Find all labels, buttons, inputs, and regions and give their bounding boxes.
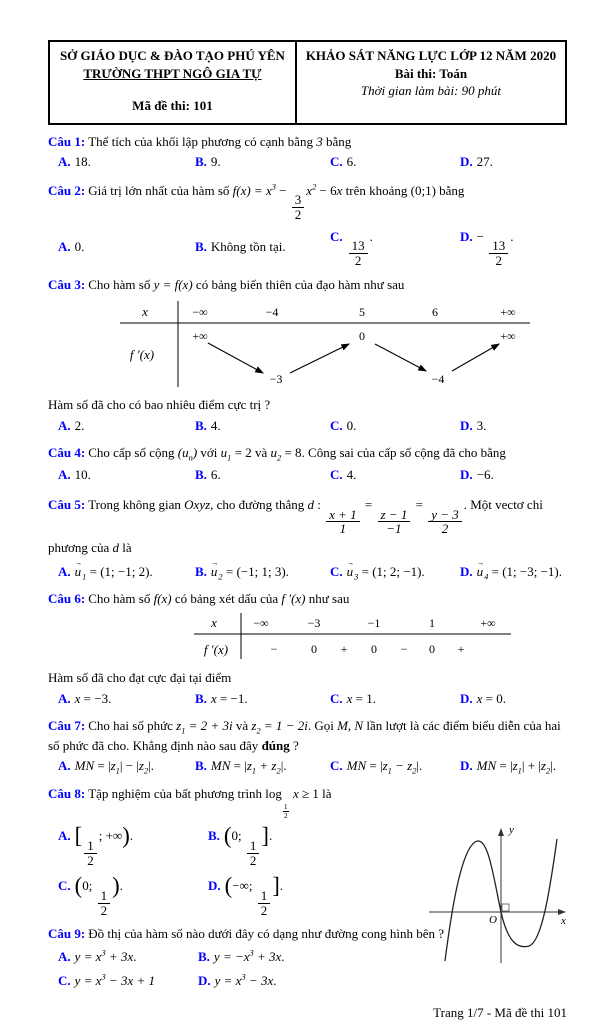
question-4-options — [48, 466, 567, 485]
option-a: A. 10. — [58, 466, 91, 482]
header-right — [297, 42, 565, 123]
option-b: B. x = −1. — [195, 690, 248, 706]
question-3-options — [48, 417, 567, 436]
sign-table-figure — [186, 611, 567, 667]
question-9-text: Câu 9: Đồ thị của hàm số nào dưới đây có dạng như đường cong hình bên ? — [48, 926, 445, 942]
question-6-options — [48, 690, 567, 709]
sign-row1-label: x — [211, 615, 217, 631]
graph-y-label: y — [509, 824, 514, 837]
exam-duration: Thời gian làm bài: 90 phút — [360, 83, 502, 99]
variation-table — [100, 299, 532, 389]
sign-value: 0 — [311, 642, 317, 657]
bbt-value: −3 — [269, 371, 283, 386]
bbt-value: +∞ — [192, 328, 208, 343]
option-d: D. MN = $|z_1| + |z_2|$. — [460, 758, 557, 776]
option-a: A. 18. — [58, 154, 91, 170]
question-6 — [48, 590, 567, 708]
question-3 — [48, 276, 567, 436]
option-c: C. MN = $|z_1 - z_2|$. — [330, 758, 423, 776]
exam-header — [48, 40, 567, 125]
question-7-label: Câu 7: — [48, 717, 86, 733]
option-d: D. $y = x^3 - 3x$. — [198, 971, 277, 988]
option-c: C. 0. — [330, 418, 357, 434]
exam-code: Mã đề thi: 101 — [132, 98, 213, 114]
question-3-text: Câu 3: Cho hàm số y = f(x) có bảng biến thiên của đạo hàm như sau — [48, 276, 405, 292]
bbt-x-value: 6 — [432, 304, 438, 319]
option-c: C. $y = x^3 - 3x + 1$ — [58, 971, 155, 988]
question-3-label: Câu 3: — [48, 276, 86, 292]
option-b: B. (0; $\frac{1}{2}$ ]. — [208, 823, 273, 868]
question-5-label: Câu 5: — [48, 496, 86, 512]
option-c: C. x = 1. — [330, 690, 377, 706]
option-a: A. x = −3. — [58, 690, 112, 706]
question-2 — [48, 180, 567, 267]
option-b: B. MN = $|z_1 + z_2|$. — [195, 758, 287, 776]
sign-row2-label: f ′(x) — [203, 642, 229, 658]
bbt-x-value: 5 — [359, 304, 365, 319]
bbt-row2-label: f ′(x) — [129, 346, 155, 362]
option-c: C. $\frac{13}{2}$ . — [330, 228, 373, 269]
option-a: A. [ $\frac{1}{2}$ ; +∞). — [58, 823, 134, 868]
question-2-text: Câu 2: Giá trị lớn nhất của hàm số $f(x) = x^3$ − $\frac{3}{2}$ $x^2 - 6x$ trên khoảng (0;1) bằng — [48, 181, 465, 223]
graph-x-label: x — [561, 915, 566, 928]
question-4-label: Câu 4: — [48, 445, 86, 461]
sign-table — [186, 611, 516, 661]
question-1 — [48, 133, 567, 173]
question-1-label: Câu 1: — [48, 133, 86, 149]
option-c: C. (0; $\frac{1}{2}$ ). — [58, 873, 123, 918]
sign-value: + — [457, 642, 465, 657]
question-5-options — [48, 563, 567, 583]
cubic-graph-figure — [423, 817, 575, 973]
option-a: A. $y = x^3 + 3x$. — [58, 947, 137, 964]
question-8-9-block — [48, 785, 567, 990]
page-footer: Trang 1/7 - Mã đề thi 101 — [433, 1004, 567, 1020]
question-6-text: Câu 6: Cho hàm số f(x) có bảng xét dấu của f ′(x) như sau — [48, 591, 350, 607]
exam-subject: Bài thi: Toán — [394, 65, 468, 81]
question-8-label: Câu 8: — [48, 786, 86, 802]
option-b: B. → $u_2 = (-1$; 1; 3). — [195, 563, 330, 583]
sign-value: + — [340, 642, 348, 657]
sign-x-value: 1 — [429, 616, 435, 631]
option-d: D. 27. — [460, 154, 493, 170]
question-1-text: Câu 1: Thể tích của khối lập phương có cạnh bằng 3 bằng — [48, 133, 352, 149]
bbt-value: 0 — [359, 328, 365, 343]
option-d: D. → $u_4 = (1$; −3; −1). — [460, 563, 567, 583]
variation-table-figure — [100, 299, 567, 395]
sign-x-value: −1 — [367, 616, 381, 631]
sign-value: − — [270, 642, 278, 657]
option-c: C. → $u_3 = (1$; 2; −1). — [330, 563, 460, 583]
question-5-text: Câu 5: Trong không gian Oxyz, cho đường thẳng d : $\frac{x + 1}{1}$ = $\frac{z - 1}{-1}$ = $\frac{y - 3}{2}$ . Một vectơ chỉ phương của d là — [48, 496, 543, 555]
sign-x-value: −3 — [307, 616, 321, 631]
question-7-text: Câu 7: Cho hai số phức $z_1 = 2 + 3i$ và $z_2 = 1 - 2i$. Gọi M, N lần lượt là các điểm biểu diễn của hai số phức đã cho. Khẳng định nào sau đây đúng ? — [48, 717, 561, 753]
header-left — [50, 42, 297, 123]
option-b: B. 6. — [195, 466, 221, 482]
bbt-x-value: +∞ — [500, 304, 516, 319]
question-6-label: Câu 6: — [48, 591, 86, 607]
question-9-label: Câu 9: — [48, 926, 86, 942]
option-c: C. 4. — [330, 466, 357, 482]
option-d: D. − $\frac{13}{2}$ . — [460, 228, 514, 269]
question-6-subtext: Hàm số đã cho đạt cực đại tại điểm — [48, 670, 232, 686]
question-1-options — [48, 153, 567, 172]
exam-title: KHẢO SÁT NĂNG LỰC LỚP 12 NĂM 2020 — [305, 48, 557, 63]
option-b: B. 9. — [195, 154, 221, 170]
option-d: D. 3. — [460, 418, 487, 434]
department-name: SỞ GIÁO DỤC & ĐÀO TẠO PHÚ YÊN — [59, 48, 285, 63]
option-d: D. −6. — [460, 466, 494, 482]
question-9-options — [48, 946, 428, 990]
cubic-graph — [423, 817, 575, 969]
bbt-value: +∞ — [500, 328, 516, 343]
option-b: B. Không tồn tại. — [195, 239, 286, 255]
question-5 — [48, 493, 567, 583]
question-2-options — [48, 228, 567, 268]
question-4 — [48, 444, 567, 485]
option-b: B. 4. — [195, 418, 221, 434]
option-d: D. (−∞; $\frac{1}{2}$ ]. — [208, 873, 284, 918]
sign-value: 0 — [429, 642, 435, 657]
option-a: A. 0. — [58, 239, 85, 255]
option-a: A. MN = $|z_1| - |z_2|$. — [58, 758, 155, 776]
question-2-label: Câu 2: — [48, 182, 86, 198]
option-d: D. x = 0. — [460, 690, 507, 706]
option-b: B. $y = -x^3 + 3x$. — [198, 947, 285, 964]
question-4-text: Câu 4: Cho cấp số cộng $(u_n)$ với $u_1 = 2$ và $u_2 = 8$. Công sai của cấp số cộng đã cho bằng — [48, 445, 506, 463]
bbt-row1-label: x — [142, 303, 148, 319]
sign-x-value: +∞ — [480, 616, 496, 631]
question-8-options — [48, 823, 428, 918]
question-3-subtext: Hàm số đã cho có bao nhiêu điểm cực trị ? — [48, 397, 271, 413]
graph-origin-label: O — [489, 914, 497, 927]
bbt-x-value: −4 — [265, 304, 279, 319]
option-c: C. 6. — [330, 154, 357, 170]
bbt-x-value: −∞ — [192, 304, 208, 319]
question-7 — [48, 717, 567, 778]
bbt-value: −4 — [431, 371, 445, 386]
sign-value: 0 — [371, 642, 377, 657]
school-name: TRƯỜNG THPT NGÔ GIA TỰ — [83, 65, 262, 81]
sign-x-value: −∞ — [253, 616, 269, 631]
option-a: A. 2. — [58, 418, 85, 434]
sign-value: − — [400, 642, 408, 657]
question-7-options — [48, 757, 567, 777]
question-8-text: Câu 8: Tập nghiệm của bất phương trình log $\frac{1}{2}$ x ≥ 1 là — [48, 786, 332, 820]
option-a: A. → $u_1 = (1$; −1; 2). — [58, 563, 195, 583]
